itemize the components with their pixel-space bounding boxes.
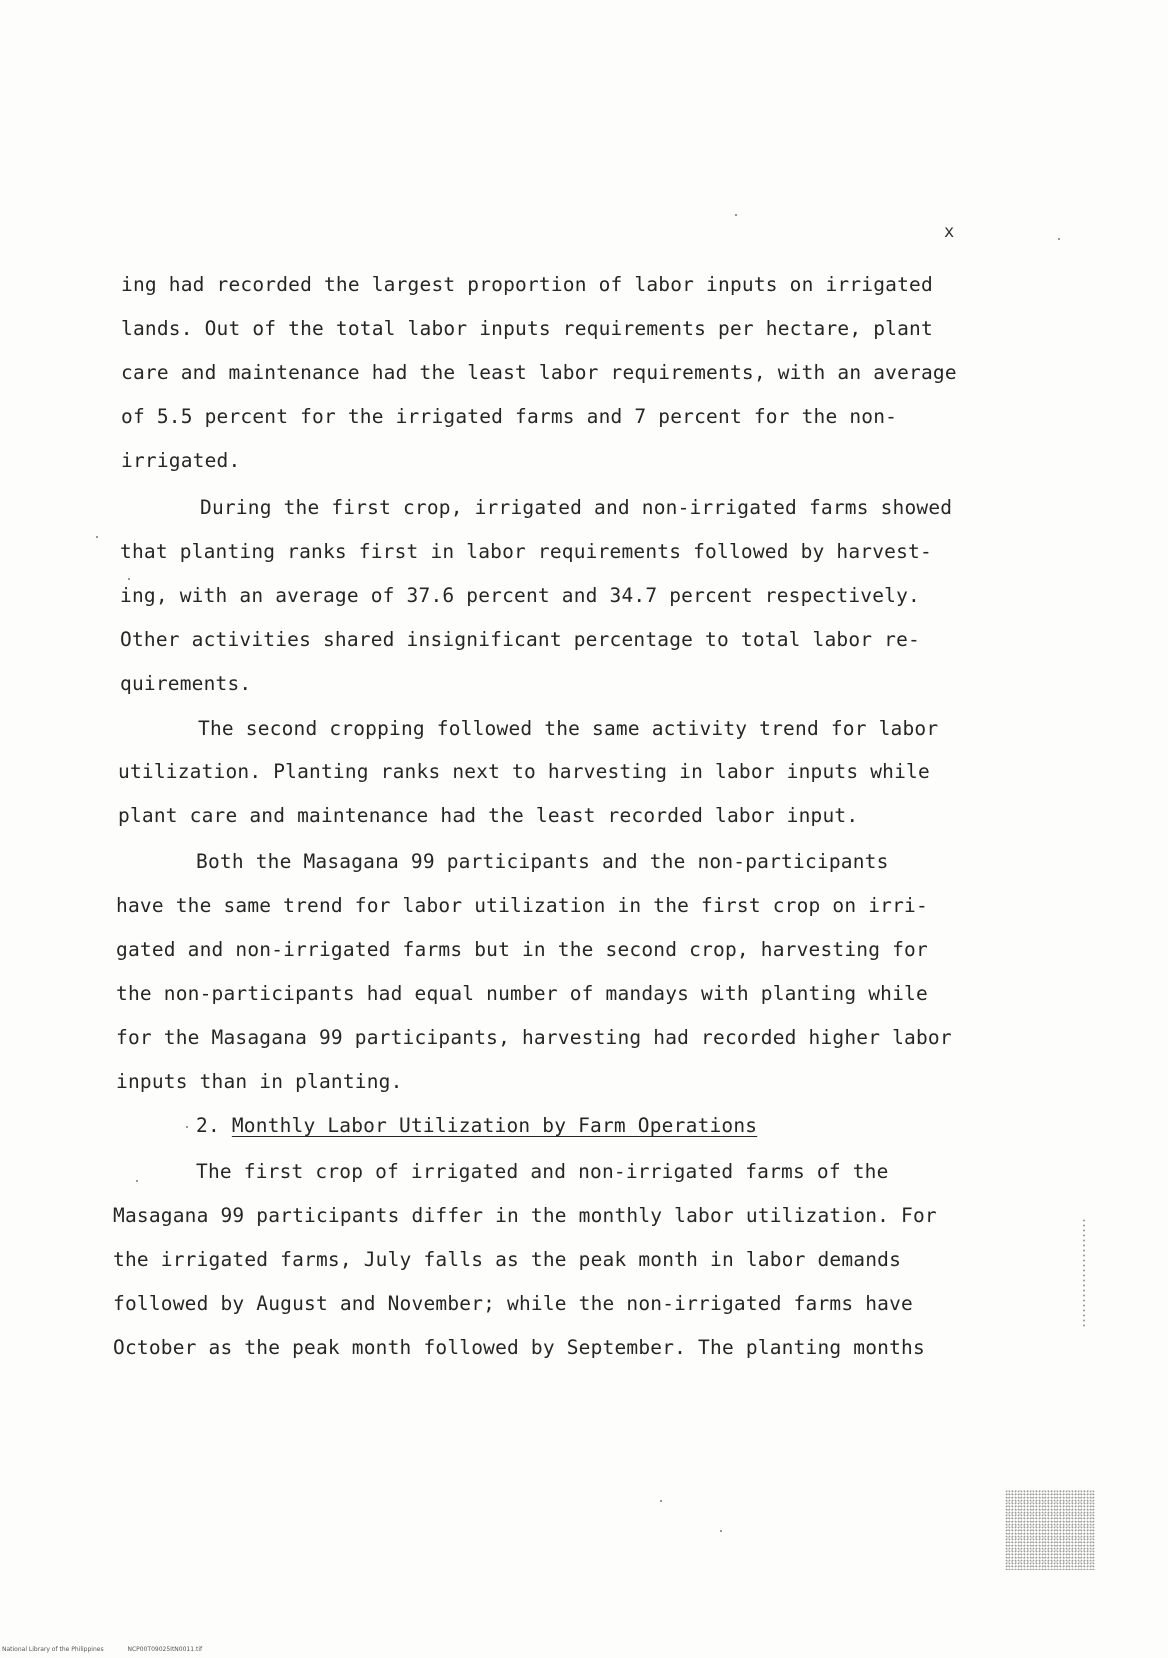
section-title: Monthly Labor Utilization by Farm Operations xyxy=(231,1114,758,1137)
scan-speck xyxy=(128,578,130,580)
text-line: have the same trend for labor utilization in the first crop on irri- xyxy=(116,894,928,917)
scan-speck xyxy=(186,1126,188,1128)
scan-noise-block xyxy=(1005,1490,1095,1570)
text-line: ing, with an average of 37.6 percent and 34.7 percent respectively. xyxy=(120,584,920,607)
text-line: that planting ranks first in labor requirements followed by harvest- xyxy=(120,540,932,563)
scan-speck xyxy=(96,536,98,538)
text-line: Both the Masagana 99 participants and the non-participants xyxy=(196,850,889,873)
text-line: The second cropping followed the same activity trend for labor xyxy=(198,717,939,740)
footer-source: National Library of the Philippines xyxy=(2,1646,104,1653)
text-line: quirements. xyxy=(120,672,252,695)
text-line: lands. Out of the total labor inputs requirements per hectare, plant xyxy=(121,317,933,340)
text-line: During the first crop, irrigated and non-irrigated farms showed xyxy=(200,496,953,519)
section-number: 2. xyxy=(196,1114,220,1137)
text-line: care and maintenance had the least labor requirements, with an average xyxy=(121,361,957,384)
text-line: the non-participants had equal number of mandays with planting while xyxy=(116,982,928,1005)
page-number: x xyxy=(944,222,955,242)
scan-speck xyxy=(136,1180,138,1182)
text-line: the irrigated farms, July falls as the peak month in labor demands xyxy=(113,1248,902,1271)
scan-footer xyxy=(2,1646,202,1653)
scan-speck xyxy=(735,214,737,216)
section-heading xyxy=(196,1114,757,1137)
text-line: gated and non-irrigated farms but in the second crop, harvesting for xyxy=(116,938,928,961)
scan-dot-strip xyxy=(1082,1218,1086,1328)
footer-file: NCP00T09025ItN0011.tif xyxy=(127,1646,203,1653)
scan-speck xyxy=(720,1530,722,1532)
text-line: The first crop of irrigated and non-irrigated farms of the xyxy=(196,1160,889,1183)
text-line: Other activities shared insignificant percentage to total labor re- xyxy=(120,628,920,651)
text-line: ing had recorded the largest proportion of labor inputs on irrigated xyxy=(121,273,933,296)
scan-speck xyxy=(1058,238,1060,240)
text-line: Masagana 99 participants differ in the monthly labor utilization. For xyxy=(113,1204,937,1227)
text-line: plant care and maintenance had the least recorded labor input. xyxy=(118,804,859,827)
text-line: followed by August and November; while the non-irrigated farms have xyxy=(113,1292,913,1315)
text-line: for the Masagana 99 participants, harvesting had recorded higher labor xyxy=(116,1026,952,1049)
text-line: utilization. Planting ranks next to harvesting in labor inputs while xyxy=(118,760,930,783)
text-line: irrigated. xyxy=(121,449,241,472)
text-line: inputs than in planting. xyxy=(116,1070,403,1093)
text-line: of 5.5 percent for the irrigated farms and 7 percent for the non- xyxy=(121,405,898,428)
scan-speck xyxy=(660,1500,662,1502)
text-line: October as the peak month followed by September. The planting months xyxy=(113,1336,925,1359)
